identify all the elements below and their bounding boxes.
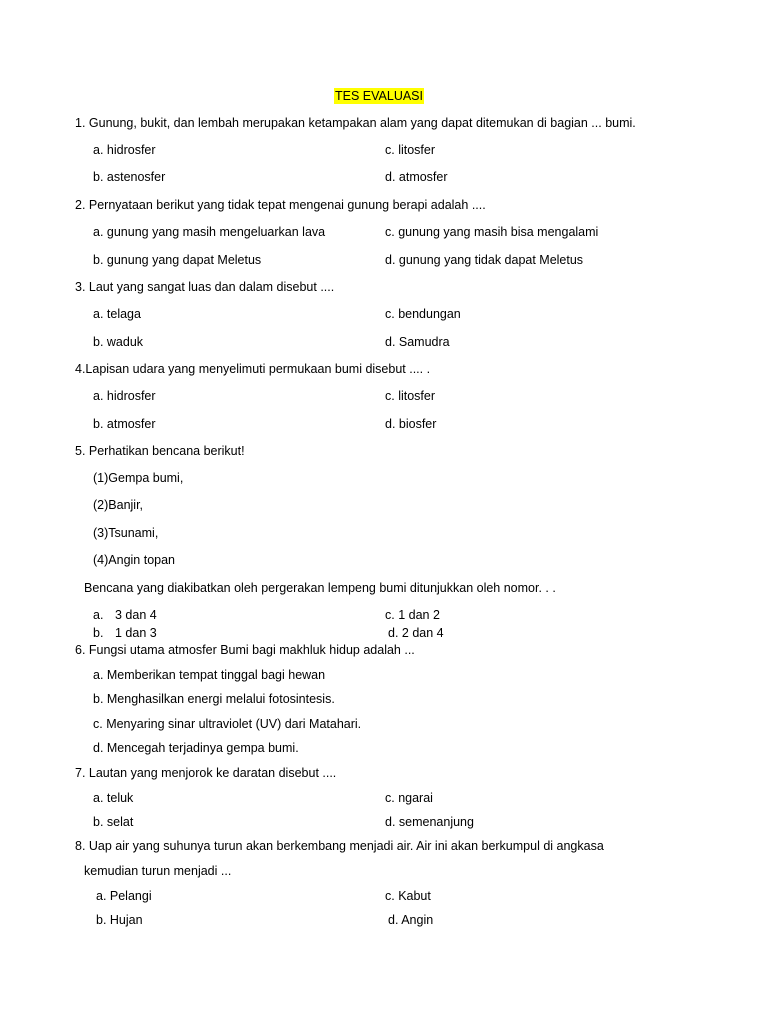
q5-item-4: (4)Angin topan <box>93 553 176 567</box>
q6-option-a: a. Memberikan tempat tinggal bagi hewan <box>93 668 326 682</box>
question-1: 1. Gunung, bukit, dan lembah merupakan ketampakan alam yang dapat ditemukan di bagian ... bumi. <box>75 116 636 130</box>
q1-option-d: d. atmosfer <box>385 170 448 184</box>
q8-option-b: b. Hujan <box>96 913 143 927</box>
q5-option-c: c. 1 dan 2 <box>385 608 440 622</box>
q4-option-b: b. atmosfer <box>93 417 156 431</box>
q3-option-d: d. Samudra <box>385 335 450 349</box>
q7-option-b: b. selat <box>93 815 134 829</box>
q5-option-b: 1 dan 3 <box>115 626 157 640</box>
q7-option-a: a. teluk <box>93 791 134 805</box>
q1-option-b: b. astenosfer <box>93 170 166 184</box>
q5-item-3: (3)Tsunami, <box>93 526 159 540</box>
q8-option-a: a. Pelangi <box>96 889 152 903</box>
q5-question: Bencana yang diakibatkan oleh pergerakan lempeng bumi ditunjukkan oleh nomor. . . <box>84 581 556 595</box>
q5-option-b-letter: b. <box>93 626 104 640</box>
q8-option-d: d. Angin <box>388 913 434 927</box>
q5-item-1: (1)Gempa bumi, <box>93 471 184 485</box>
q2-option-c: c. gunung yang masih bisa mengalami <box>385 225 599 239</box>
q5-option-a-letter: a. <box>93 608 104 622</box>
q6-option-c: c. Menyaring sinar ultraviolet (UV) dari Matahari. <box>93 717 362 731</box>
q8-option-c: c. Kabut <box>385 889 431 903</box>
question-8-continued: kemudian turun menjadi ... <box>84 864 232 878</box>
question-6: 6. Fungsi utama atmosfer Bumi bagi makhluk hidup adalah ... <box>75 643 415 657</box>
q5-item-2: (2)Banjir, <box>93 498 144 512</box>
q5-option-a: 3 dan 4 <box>115 608 157 622</box>
q4-option-a: a. hidrosfer <box>93 389 156 403</box>
question-2: 2. Pernyataan berikut yang tidak tepat mengenai gunung berapi adalah .... <box>75 198 486 212</box>
question-5: 5. Perhatikan bencana berikut! <box>75 444 245 458</box>
q6-option-b: b. Menghasilkan energi melalui fotosintesis. <box>93 692 335 706</box>
q1-option-a: a. hidrosfer <box>93 143 156 157</box>
q1-option-c: c. litosfer <box>385 143 436 157</box>
q2-option-a: a. gunung yang masih mengeluarkan lava <box>93 225 326 239</box>
question-3: 3. Laut yang sangat luas dan dalam disebut .... <box>75 280 335 294</box>
q3-option-b: b. waduk <box>93 335 144 349</box>
q4-option-c: c. litosfer <box>385 389 436 403</box>
q4-option-d: d. biosfer <box>385 417 437 431</box>
q3-option-c: c. bendungan <box>385 307 461 321</box>
q7-option-c: c. ngarai <box>385 791 433 805</box>
q2-option-b: b. gunung yang dapat Meletus <box>93 253 262 267</box>
question-7: 7. Lautan yang menjorok ke daratan disebut .... <box>75 766 337 780</box>
q5-option-d: d. 2 dan 4 <box>388 626 444 640</box>
question-8: 8. Uap air yang suhunya turun akan berkembang menjadi air. Air ini akan berkumpul di angkasa <box>75 839 604 853</box>
q2-option-d: d. gunung yang tidak dapat Meletus <box>385 253 584 267</box>
q7-option-d: d. semenanjung <box>385 815 474 829</box>
question-4: 4.Lapisan udara yang menyelimuti permukaan bumi disebut .... . <box>75 362 431 376</box>
q3-option-a: a. telaga <box>93 307 141 321</box>
page-title: TES EVALUASI <box>335 89 423 103</box>
q6-option-d: d. Mencegah terjadinya gempa bumi. <box>93 741 299 755</box>
